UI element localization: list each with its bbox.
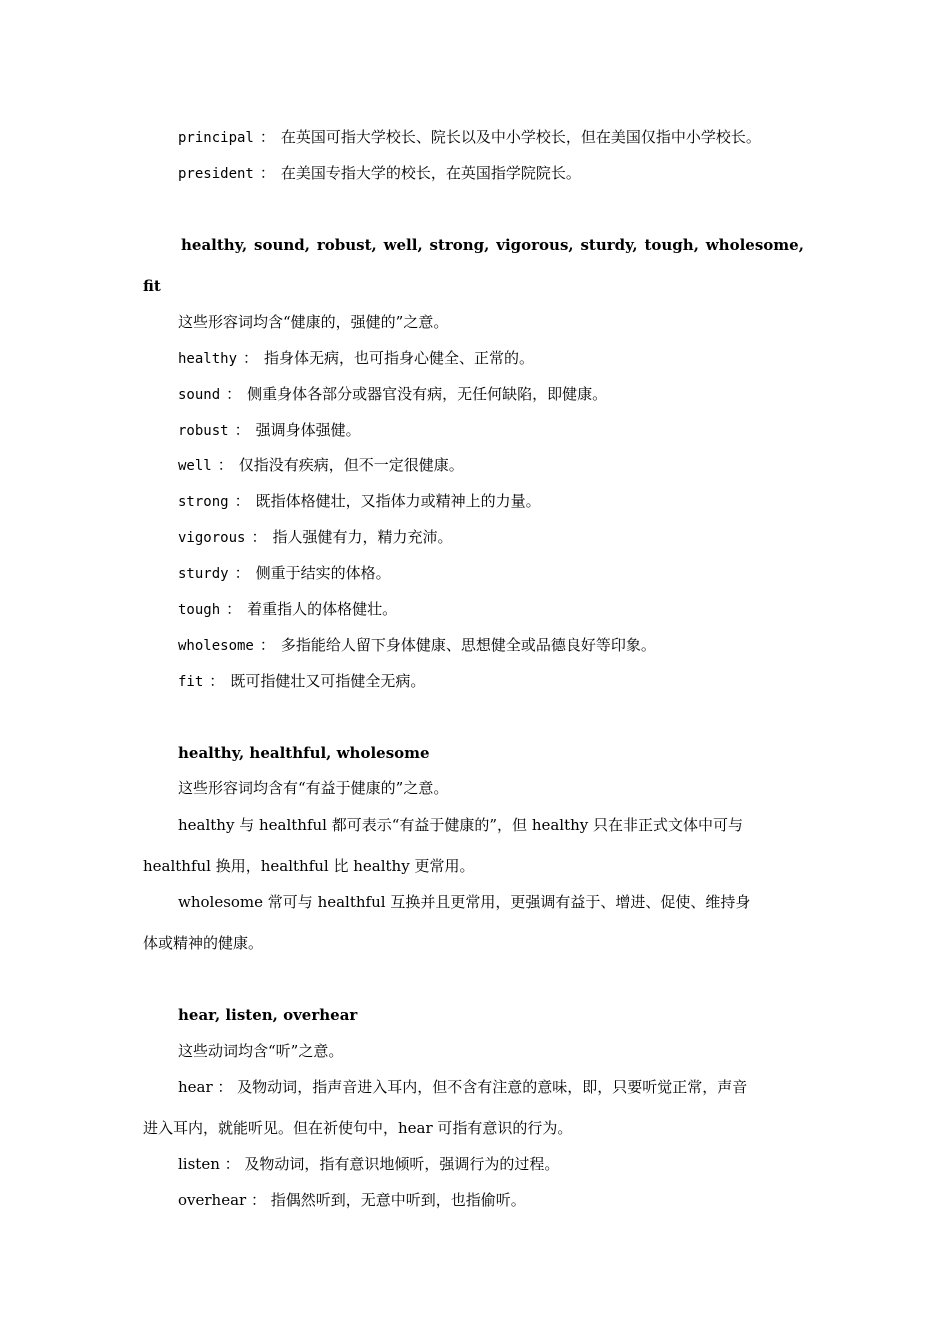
heading-word: vigorous, [496, 236, 574, 254]
colon: ： [251, 528, 267, 546]
definition: 指人强健有力，精力充沛。 [272, 528, 453, 546]
term: principal [178, 130, 254, 146]
colon: ： [226, 600, 242, 618]
definition: 指身体无病，也可指身心健全、正常的。 [264, 349, 535, 367]
colon: ： [234, 492, 250, 510]
heading-word: tough, [644, 236, 699, 254]
colon: ： [243, 349, 259, 367]
paragraph-line: hear ： 及物动词，指声音进入耳内，但不含有注意的意味，即，只要听觉正常，声音 [178, 1078, 748, 1096]
term: robust [178, 423, 229, 439]
entry-vigorous [178, 527, 452, 548]
paragraph-line: wholesome 常可与 healthful 互换并且更常用，更强调有益于、增进、促使、维持身 [178, 893, 751, 911]
entry-wholesome [178, 635, 656, 656]
paragraph-line: healthful 换用，healthful 比 healthy 更常用。 [143, 857, 475, 875]
heading-word: sturdy, [580, 236, 638, 254]
colon: ： [234, 564, 250, 582]
term: strong [178, 494, 229, 510]
term: tough [178, 602, 221, 618]
term: wholesome [178, 638, 254, 654]
entry-sound [178, 384, 607, 405]
entry-listen: listen ： 及物动词，指有意识地倾听，强调行为的过程。 [178, 1155, 560, 1173]
paragraph-line: 进入耳内，就能听见。但在祈使句中，hear 可指有意识的行为。 [143, 1119, 573, 1137]
heading-word: robust, [316, 236, 377, 254]
section-heading-healthy [181, 235, 804, 255]
entry-sturdy [178, 563, 391, 584]
definition: 侧重身体各部分或器官没有病，无任何缺陷，即健康。 [247, 385, 608, 403]
colon: ： [259, 164, 275, 182]
definition: 既指体格健壮，又指体力或精神上的力量。 [255, 492, 541, 510]
heading-word: sound, [254, 236, 311, 254]
term: president [178, 166, 254, 182]
section-intro: 这些形容词均含“健康的，强健的”之意。 [178, 313, 449, 331]
heading-word: well, [383, 236, 423, 254]
paragraph-line: 体或精神的健康。 [143, 934, 264, 952]
entry-healthy [178, 348, 534, 369]
heading-word: healthy, [181, 236, 248, 254]
definition: 多指能给人留下身体健康、思想健全或品德良好等印象。 [280, 636, 656, 654]
term: healthy [178, 351, 238, 367]
colon: ： [259, 128, 275, 146]
entry-overhear: overhear ： 指偶然听到，无意中听到，也指偷听。 [178, 1191, 526, 1209]
definition: 强调身体强健。 [255, 421, 361, 439]
colon: ： [259, 636, 275, 654]
heading-word: strong, [429, 236, 490, 254]
heading-word: wholesome, [705, 236, 804, 254]
definition: 仅指没有疾病，但不一定很健康。 [238, 456, 464, 474]
definition: 在英国可指大学校长、院长以及中小学校长，但在美国仅指中小学校长。 [280, 128, 761, 146]
colon: ： [217, 456, 233, 474]
entry-fit [178, 671, 425, 692]
section-intro: 这些形容词均含有“有益于健康的”之意。 [178, 779, 449, 797]
term: sturdy [178, 566, 229, 582]
definition: 侧重于结实的体格。 [255, 564, 391, 582]
term: vigorous [178, 530, 246, 546]
definition: 既可指健壮又可指健全无病。 [230, 672, 426, 690]
term: well [178, 458, 212, 474]
paragraph-line: healthy 与 healthful 都可表示“有益于健康的”，但 healthy 只在非正式文体中可与 [178, 816, 744, 834]
colon: ： [234, 421, 250, 439]
entry-well [178, 455, 464, 476]
entry-strong [178, 491, 541, 512]
section-heading-hear: hear, listen, overhear [178, 1006, 358, 1024]
entry-president [178, 163, 581, 184]
definition: 着重指人的体格健壮。 [247, 600, 398, 618]
section-heading-healthy-cont: fit [143, 277, 161, 295]
colon: ： [226, 385, 242, 403]
term: sound [178, 387, 221, 403]
colon: ： [209, 672, 225, 690]
definition: 在美国专指大学的校长，在英国指学院院长。 [280, 164, 581, 182]
entry-tough [178, 599, 397, 620]
entry-principal [178, 127, 761, 148]
term: fit [178, 674, 204, 690]
section-heading-healthful: healthy, healthful, wholesome [178, 744, 430, 762]
entry-robust [178, 420, 361, 441]
section-intro: 这些动词均含“听”之意。 [178, 1042, 344, 1060]
